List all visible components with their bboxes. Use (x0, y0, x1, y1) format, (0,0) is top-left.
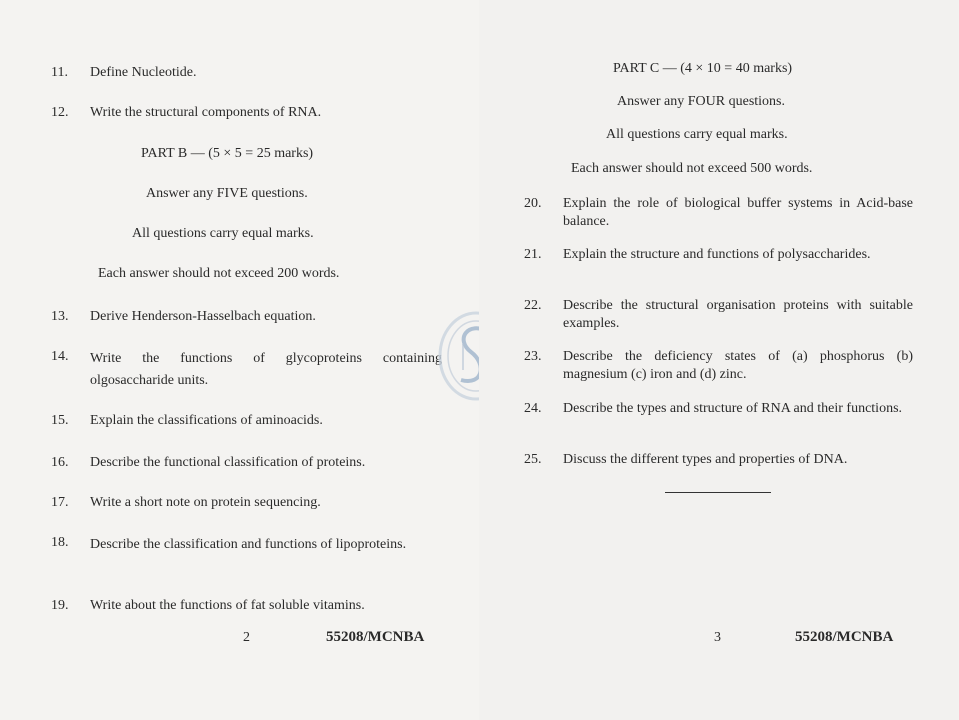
end-rule (665, 492, 771, 493)
part-b-heading: PART B — (5 × 5 = 25 marks) (141, 146, 314, 161)
question-number: 18. (51, 535, 69, 550)
question-text: Write the structural components of RNA. (90, 105, 322, 120)
question-number: 17. (51, 495, 69, 510)
question-number: 20. (524, 196, 542, 211)
question-text: Describe the deficiency states of (a) phosphorus (b) magnesium (c) iron and (d) zinc. (563, 349, 913, 382)
question-text: Write the functions of glycoproteins containing olgosaccharide units. (90, 351, 442, 388)
question-text: Describe the structural organisation proteins with suitable examples. (563, 298, 913, 331)
left-page (0, 0, 479, 720)
part-b-instruction: Answer any FIVE questions. (146, 186, 308, 201)
question-text: Write about the functions of fat soluble vitamins. (90, 598, 365, 613)
question-number: 22. (524, 298, 542, 313)
question-number: 13. (51, 309, 69, 324)
page-number: 3 (714, 630, 721, 645)
question-text: Write a short note on protein sequencing. (90, 495, 321, 510)
question-text: Discuss the different types and properties of DNA. (563, 452, 848, 467)
question-text: Describe the functional classification of proteins. (90, 455, 366, 470)
question-text: Derive Henderson-Hasselbach equation. (90, 309, 316, 324)
right-page (479, 0, 958, 720)
part-b-instruction: Each answer should not exceed 200 words. (98, 266, 340, 281)
question-text: Explain the structure and functions of polysaccharides. (563, 247, 871, 262)
part-c-heading: PART C — (4 × 10 = 40 marks) (613, 61, 793, 76)
question-number: 19. (51, 598, 69, 613)
part-c-instruction: Answer any FOUR questions. (617, 94, 785, 109)
part-b-instruction: All questions carry equal marks. (132, 226, 314, 241)
question-number: 15. (51, 413, 69, 428)
part-c-instruction: Each answer should not exceed 500 words. (571, 161, 813, 176)
question-number: 16. (51, 455, 69, 470)
question-text: Describe the classification and functions of lipoproteins. (90, 537, 407, 552)
question-number: 24. (524, 401, 542, 416)
question-number: 25. (524, 452, 542, 467)
part-c-instruction: All questions carry equal marks. (606, 127, 788, 142)
page-number: 2 (243, 630, 250, 645)
question-text: Explain the role of biological buffer systems in Acid-base balance. (563, 196, 913, 229)
question-number: 11. (51, 65, 68, 80)
question-number: 21. (524, 247, 542, 262)
question-text: Explain the classifications of aminoacids. (90, 413, 323, 428)
question-number: 14. (51, 349, 69, 364)
paper-code: 55208/MCNBA (326, 629, 425, 645)
question-number: 23. (524, 349, 542, 364)
question-text: Describe the types and structure of RNA and their functions. (563, 401, 903, 416)
question-number: 12. (51, 105, 69, 120)
question-text: Define Nucleotide. (90, 65, 197, 80)
paper-code: 55208/MCNBA (795, 629, 894, 645)
